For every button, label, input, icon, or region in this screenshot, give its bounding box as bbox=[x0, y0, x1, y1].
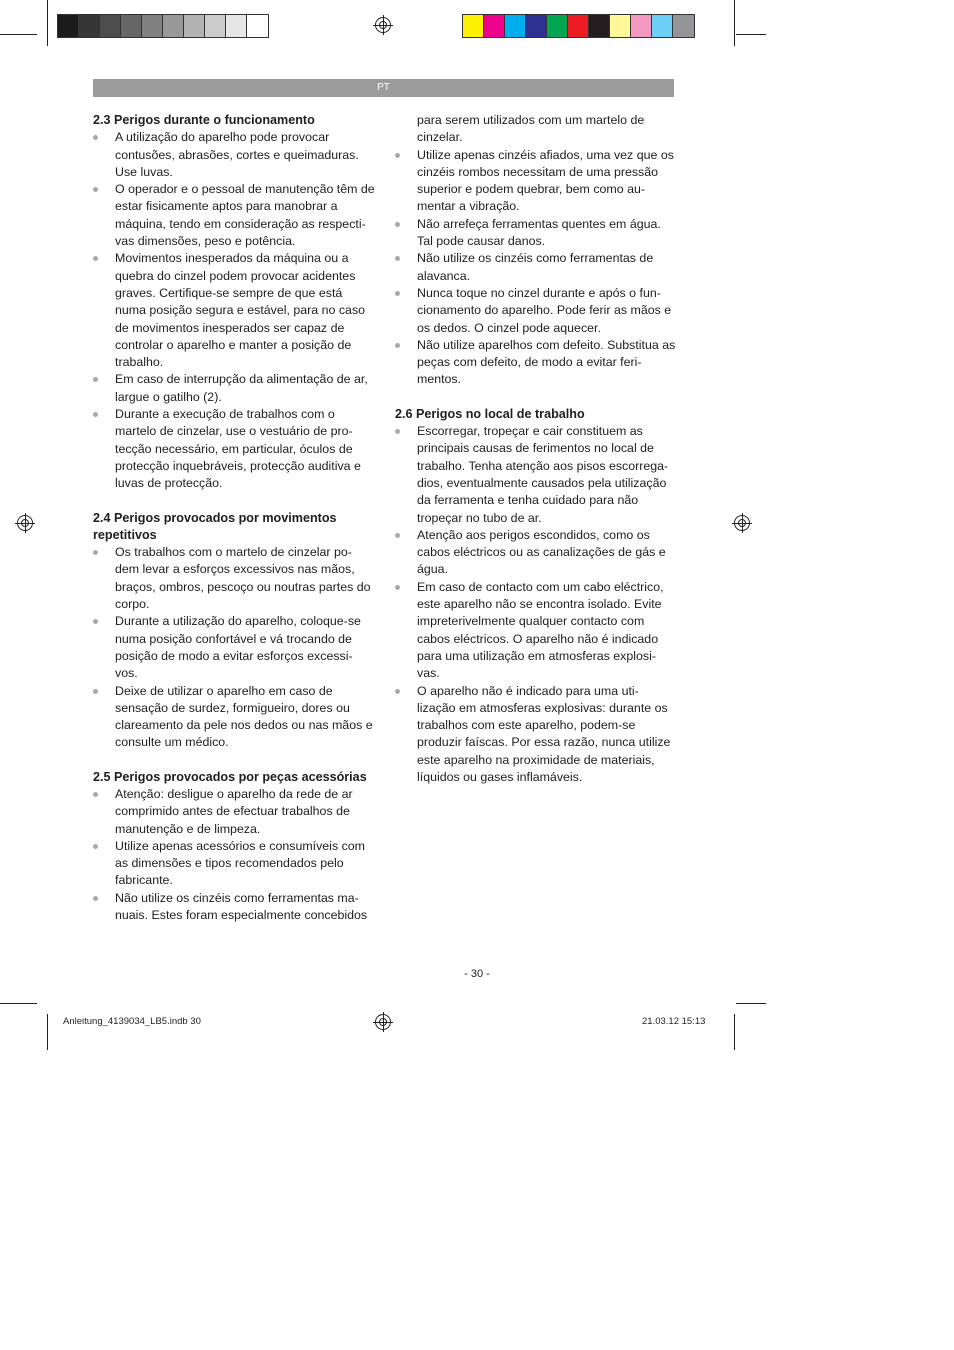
list-item-text: Não utilize os cinzéis como ferramentas de alavanca. bbox=[417, 251, 654, 283]
list-item-text: Em caso de interrupção da alimentação de ar, largue o gatilho (2). bbox=[115, 372, 368, 404]
list-item bbox=[93, 786, 375, 838]
list-item-text: Utilize apenas cinzéis afiados, uma vez que os cinzéis rombos necessitam de uma pressão superior e podem quebrar, bem como au-mentar a vibração. bbox=[417, 147, 674, 214]
bullet-icon bbox=[93, 792, 98, 797]
color-swatch bbox=[58, 15, 79, 37]
bullet-icon bbox=[395, 585, 400, 590]
color-swatch bbox=[631, 15, 652, 37]
bullet-icon bbox=[93, 550, 98, 555]
color-swatch bbox=[121, 15, 142, 37]
color-swatch bbox=[673, 15, 694, 37]
color-swatch bbox=[226, 15, 247, 37]
list-item-text: Em caso de contacto com um cabo eléctrico, este aparelho não se encontra isolado. Evite impreterivelmente qualquer contacto com cabos eléctricos. O aparelho não é indicado para uma utilização em atmosferas explosi-vas. bbox=[417, 579, 664, 681]
list-item-text: Atenção: desligue o aparelho da rede de ar comprimido antes de efectuar trabalhos de manutenção e de limpeza. bbox=[115, 786, 353, 836]
list-item-text: Os trabalhos com o martelo de cinzelar po-dem levar a esforços excessivos nas mãos, braços, ombros, pescoço ou noutras partes do corpo. bbox=[115, 545, 371, 612]
crop-mark bbox=[736, 1003, 766, 1004]
list-item bbox=[93, 129, 375, 181]
crop-mark bbox=[47, 0, 48, 46]
color-swatch bbox=[568, 15, 589, 37]
color-swatch bbox=[505, 15, 526, 37]
section-2-6 bbox=[395, 406, 677, 787]
color-swatch bbox=[79, 15, 100, 37]
section-2-5 bbox=[93, 769, 375, 925]
list-item bbox=[395, 337, 677, 389]
registration-mark-icon bbox=[375, 17, 391, 33]
color-swatch bbox=[184, 15, 205, 37]
list-item-text: Atenção aos perigos escondidos, como os cabos eléctricos ou as canalizações de gás e água. bbox=[417, 527, 666, 577]
list-item-text: Durante a execução de trabalhos com o martelo de cinzelar, use o vestuário de pro-tecção necessário, em particular, óculos de protecção inquebráveis, protecção auditiva e luvas de protecção. bbox=[115, 407, 361, 491]
gray-color-bar bbox=[57, 14, 269, 38]
section-2-5-continued bbox=[395, 112, 677, 389]
page-number: - 30 - bbox=[464, 968, 490, 980]
continued-text: para serem utilizados com um martelo de cinzelar. bbox=[417, 113, 645, 145]
list-item bbox=[93, 683, 375, 752]
list-item bbox=[93, 890, 375, 925]
registration-mark-icon bbox=[734, 515, 750, 531]
list-item bbox=[395, 579, 677, 683]
list-item bbox=[395, 216, 677, 251]
bullet-icon bbox=[93, 619, 98, 624]
registration-mark-icon bbox=[375, 1014, 391, 1030]
bullet-icon bbox=[93, 412, 98, 417]
list-item-text: Nunca toque no cinzel durante e após o fun-cionamento do aparelho. Pode ferir as mãos e os dedos. O cinzel pode aquecer. bbox=[417, 285, 672, 335]
list-item bbox=[93, 544, 375, 613]
color-swatch bbox=[610, 15, 631, 37]
bullet-icon bbox=[395, 429, 400, 434]
color-swatch bbox=[526, 15, 547, 37]
bullet-icon bbox=[395, 291, 400, 296]
list-item-text: Não utilize aparelhos com defeito. Substitua as peças com defeito, de modo a evitar feri-mentos. bbox=[417, 337, 676, 387]
list-item bbox=[395, 250, 677, 285]
registration-mark-icon bbox=[17, 515, 33, 531]
list-item bbox=[93, 406, 375, 492]
list-item-text: Escorregar, tropeçar e cair constituem as principais causas de ferimentos no local de trabalho. Tenha atenção aos pisos escorrega-dios, eventualmente causados pela utilização da ferramenta e tenha cuidado para não tropeçar no tubo de ar. bbox=[417, 424, 669, 525]
list-item bbox=[395, 147, 677, 216]
section-2-4 bbox=[93, 510, 375, 752]
section-heading: 2.6 Perigos no local de trabalho bbox=[395, 406, 585, 421]
section-heading: 2.4 Perigos provocados por movimentos repetitivos bbox=[93, 510, 337, 542]
color-swatch bbox=[589, 15, 610, 37]
bullet-icon bbox=[395, 153, 400, 158]
color-swatch bbox=[484, 15, 505, 37]
list-item-text: O operador e o pessoal de manutenção têm de estar fisicamente aptos para manobrar a máquina, tendo em consideração as respecti-vas dimensões, peso e potência. bbox=[115, 182, 375, 249]
bullet-icon bbox=[93, 377, 98, 382]
language-header: PT bbox=[93, 79, 674, 97]
left-column bbox=[93, 112, 375, 941]
list-item bbox=[93, 371, 375, 406]
crop-mark bbox=[734, 1014, 735, 1050]
list-item bbox=[395, 683, 677, 787]
crop-mark bbox=[0, 1003, 37, 1004]
section-heading: 2.3 Perigos durante o funcionamento bbox=[93, 113, 315, 127]
list-item bbox=[93, 250, 375, 371]
list-item bbox=[93, 181, 375, 250]
crop-mark bbox=[736, 34, 766, 35]
bullet-list bbox=[93, 544, 375, 752]
bullet-icon bbox=[93, 689, 98, 694]
color-swatch bbox=[205, 15, 226, 37]
section-2-3 bbox=[93, 112, 375, 493]
crop-mark bbox=[47, 1014, 48, 1050]
bullet-icon bbox=[395, 689, 400, 694]
list-item-text: A utilização do aparelho pode provocar contusões, abrasões, cortes e queimaduras. Use luvas. bbox=[115, 130, 359, 179]
cmyk-color-bar bbox=[462, 14, 695, 38]
section-heading: 2.5 Perigos provocados por peças acessórias bbox=[93, 769, 367, 784]
color-swatch bbox=[547, 15, 568, 37]
list-item-text: Utilize apenas acessórios e consumíveis com as dimensões e tipos recomendados pelo fabricante. bbox=[115, 838, 365, 888]
color-swatch bbox=[100, 15, 121, 37]
list-item-text: Não arrefeça ferramentas quentes em água. Tal pode causar danos. bbox=[417, 216, 661, 249]
crop-mark bbox=[734, 0, 735, 46]
slug-date-time: 21.03.12 15:13 bbox=[642, 1016, 706, 1027]
bullet-icon bbox=[93, 844, 98, 849]
bullet-list bbox=[93, 129, 375, 492]
list-item-text: Deixe de utilizar o aparelho em caso de sensação de surdez, formigueiro, dores ou clareamento da pele nos dedos ou nas mãos e consulte um médico. bbox=[115, 683, 373, 750]
color-swatch bbox=[142, 15, 163, 37]
slug-file-info: Anleitung_4139034_LB5.indb 30 bbox=[63, 1016, 201, 1027]
list-item-text: Movimentos inesperados da máquina ou a quebra do cinzel podem provocar acidentes graves. Certifique-se sempre de que está numa posição segura e estável, para no caso de movimentos inesperados ser capaz de controlar o aparelho e manter a posição de trabalho. bbox=[115, 251, 366, 370]
list-item-text: Não utilize os cinzéis como ferramentas ma-nuais. Estes foram especialmente concebidos bbox=[115, 890, 368, 923]
list-item-text: Durante a utilização do aparelho, coloque-se numa posição confortável e vá trocando de posição de modo a evitar esforços excessi-vos. bbox=[115, 614, 361, 681]
list-item bbox=[395, 527, 677, 579]
color-swatch bbox=[463, 15, 484, 37]
color-swatch bbox=[247, 15, 268, 37]
bullet-list bbox=[395, 147, 677, 389]
bullet-icon bbox=[93, 896, 98, 901]
right-column bbox=[395, 112, 677, 803]
bullet-list bbox=[395, 423, 677, 786]
bullet-icon bbox=[395, 222, 400, 227]
list-item bbox=[93, 613, 375, 682]
bullet-icon bbox=[93, 187, 98, 192]
bullet-icon bbox=[93, 135, 98, 140]
bullet-icon bbox=[395, 533, 400, 538]
list-item-text: O aparelho não é indicado para uma uti-lização em atmosferas explosivas: durante os trabalhos com este aparelho, podem-se produzir faíscas. Por essa razão, nunca utilize este aparelho na proximidade de materiais, líquidos ou gases inflamáveis. bbox=[417, 683, 671, 784]
crop-mark bbox=[0, 34, 37, 35]
bullet-icon bbox=[395, 256, 400, 261]
list-item bbox=[395, 423, 677, 527]
color-swatch bbox=[652, 15, 673, 37]
color-swatch bbox=[163, 15, 184, 37]
list-item bbox=[395, 285, 677, 337]
list-item bbox=[93, 838, 375, 890]
bullet-icon bbox=[93, 256, 98, 261]
bullet-list bbox=[93, 786, 375, 924]
bullet-icon bbox=[395, 343, 400, 348]
